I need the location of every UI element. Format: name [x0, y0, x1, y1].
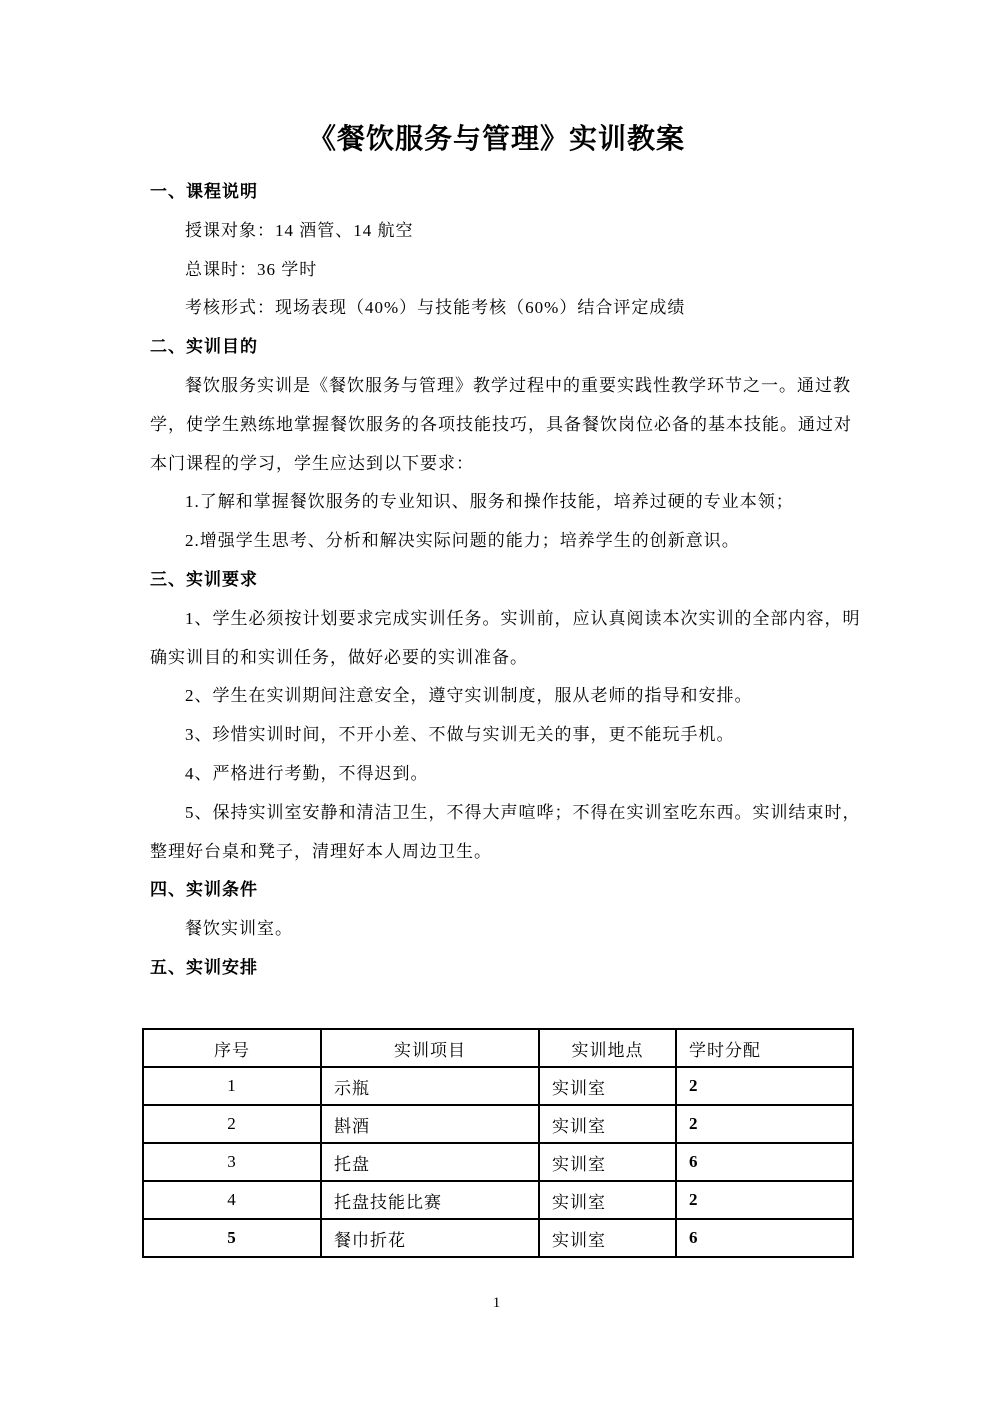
page-number: 1: [492, 1295, 501, 1311]
cell-location: 实训室: [539, 1067, 676, 1105]
line-assessment-form: 考核形式：现场表现（40%）与技能考核（60%）结合评定成绩: [185, 298, 686, 318]
line-requirement-5b: 整理好台桌和凳子，清理好本人周边卫生。: [150, 841, 492, 861]
cell-no: 1: [143, 1067, 321, 1105]
training-schedule-table: [142, 1028, 854, 1258]
section-1-heading: 一、课程说明: [150, 182, 258, 201]
cell-no: 2: [143, 1105, 321, 1143]
line-requirement-5a: 5、保持实训室安静和清洁卫生，不得大声喧哗；不得在实训室吃东西。实训结束时，: [185, 802, 861, 822]
cell-location: 实训室: [539, 1181, 676, 1219]
table-row: [143, 1219, 853, 1257]
line-course-audience: 授课对象：14 酒管、14 航空: [185, 220, 414, 240]
cell-no: 5: [143, 1219, 321, 1257]
line-purpose-3: 本门课程的学习，学生应达到以下要求：: [150, 453, 474, 473]
cell-hours: 2: [676, 1105, 853, 1143]
cell-project: 示瓶: [321, 1067, 539, 1105]
table-row: [143, 1105, 853, 1143]
cell-no: 3: [143, 1143, 321, 1181]
line-total-hours: 总课时：36 学时: [185, 259, 318, 279]
table-row: [143, 1181, 853, 1219]
cell-hours: 2: [676, 1181, 853, 1219]
cell-project: 托盘技能比赛: [321, 1181, 539, 1219]
table-row: [143, 1067, 853, 1105]
table-row: [143, 1143, 853, 1181]
cell-location: 实训室: [539, 1143, 676, 1181]
line-requirement-2: 2、学生在实训期间注意安全，遵守实训制度，服从老师的指导和安排。: [185, 686, 753, 706]
header-cell-project: 实训项目: [321, 1029, 539, 1067]
line-requirement-1b: 确实训目的和实训任务，做好必要的实训准备。: [150, 647, 528, 667]
line-purpose-1: 餐饮服务实训是《餐饮服务与管理》教学过程中的重要实践性教学环节之一。通过教: [185, 375, 851, 395]
line-requirement-4: 4、严格进行考勤，不得迟到。: [185, 763, 429, 783]
line-purpose-item-1: 1.了解和掌握餐饮服务的专业知识、服务和操作技能，培养过硬的专业本领；: [185, 492, 794, 512]
line-requirement-3: 3、珍惜实训时间，不开小差、不做与实训无关的事，更不能玩手机。: [185, 725, 735, 745]
cell-location: 实训室: [539, 1219, 676, 1257]
cell-project: 餐巾折花: [321, 1219, 539, 1257]
section-5-heading: 五、实训安排: [150, 957, 258, 977]
cell-project: 斟酒: [321, 1105, 539, 1143]
cell-project: 托盘: [321, 1143, 539, 1181]
header-cell-location: 实训地点: [539, 1029, 676, 1067]
line-requirement-1a: 1、学生必须按计划要求完成实训任务。实训前，应认真阅读本次实训的全部内容，明: [185, 608, 861, 628]
header-cell-hours: 学时分配: [676, 1029, 853, 1067]
line-training-room: 餐饮实训室。: [185, 919, 293, 939]
cell-hours: 2: [676, 1067, 853, 1105]
line-purpose-item-2: 2.增强学生思考、分析和解决实际问题的能力；培养学生的创新意识。: [185, 531, 740, 551]
header-cell-no: 序号: [143, 1029, 321, 1067]
section-3-heading: 三、实训要求: [150, 569, 258, 589]
section-4-heading: 四、实训条件: [150, 880, 258, 900]
cell-hours: 6: [676, 1219, 853, 1257]
document-body: [150, 173, 866, 988]
cell-location: 实训室: [539, 1105, 676, 1143]
section-2-heading: 二、实训目的: [150, 337, 258, 357]
document-title: 《餐饮服务与管理》实训教案: [307, 124, 685, 155]
cell-hours: 6: [676, 1143, 853, 1181]
line-purpose-2: 学，使学生熟练地掌握餐饮服务的各项技能技巧，具备餐饮岗位必备的基本技能。通过对: [150, 414, 852, 434]
table-header-row: [143, 1029, 853, 1067]
cell-no: 4: [143, 1181, 321, 1219]
